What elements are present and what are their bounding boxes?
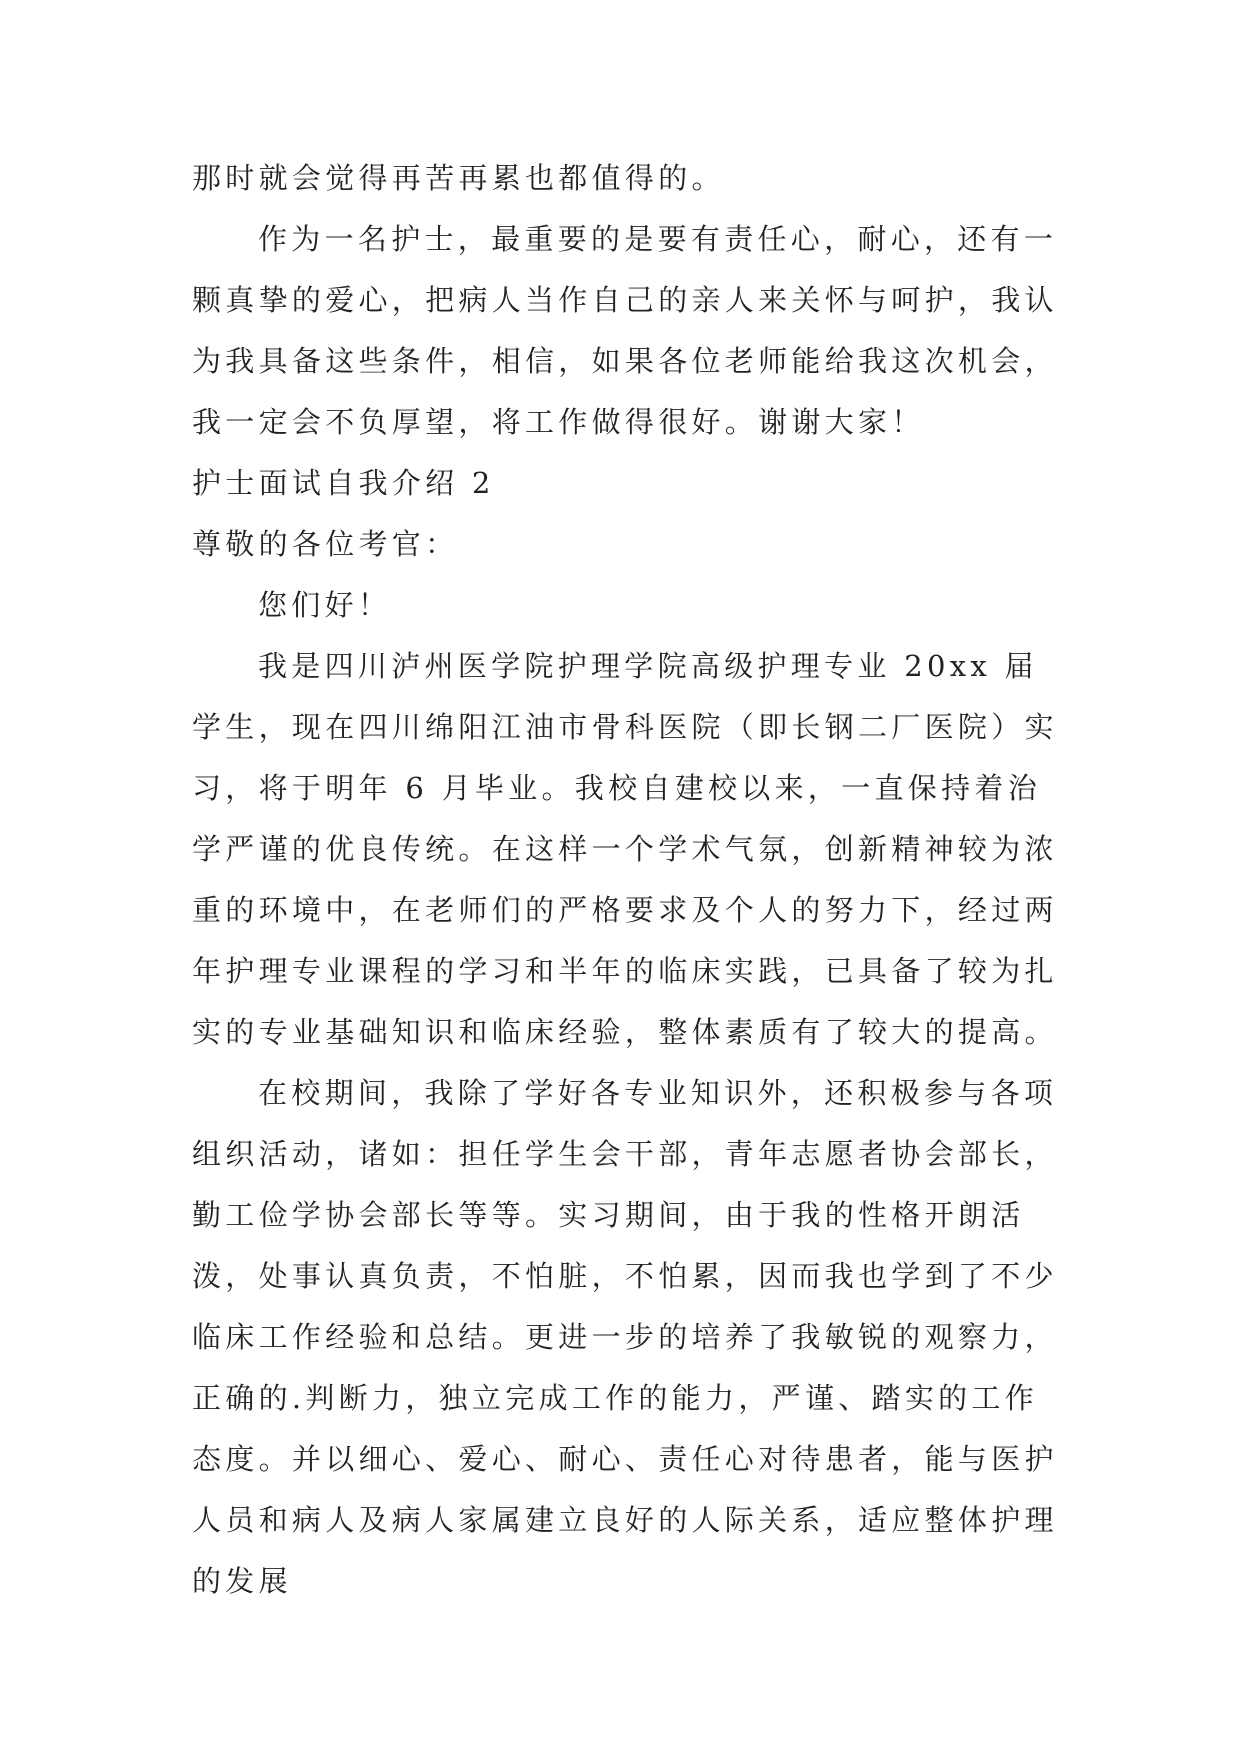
document-body [192,148,1062,1612]
closing-paragraph: 作为一名护士，最重要的是要有责任心，耐心，还有一颗真挚的爱心，把病人当作自己的亲人来关怀与呵护，我认为我具备这些条件，相信，如果各位老师能给我这次机会，我一定会不负厚望，将工作做得很好。谢谢大家！ [192,222,1058,439]
body-paragraph-1: 我是四川泸州医学院护理学院高级护理专业 20xx 届学生，现在四川绵阳江油市骨科医院（即长钢二厂医院）实习，将于明年 6 月毕业。我校自建校以来，一直保持着治学严谨的优良传统。在这样一个学术气氛，创新精神较为浓重的环境中，在老师们的严格要求及个人的努力下，经过两年护理专业课程的学习和半年的临床实践，已具备了较为扎实的专业基础知识和临床经验，整体素质有了较大的提高。 [192,649,1058,1049]
section-title: 护士面试自我介绍 2 [192,466,495,500]
continuation-text: 那时就会觉得再苦再累也都值得的。 [192,161,725,195]
salutation: 尊敬的各位考官： [192,527,459,561]
body-paragraph-2: 在校期间，我除了学好各专业知识外，还积极参与各项组织活动，诸如：担任学生会干部，青年志愿者协会部长，勤工俭学协会部长等等。实习期间，由于我的性格开朗活泼，处事认真负责，不怕脏，不怕累，因而我也学到了不少临床工作经验和总结。更进一步的培养了我敏锐的观察力，正确的.判断力，独立完成工作的能力，严谨、踏实的工作态度。并以细心、爱心、耐心、责任心对待患者，能与医护人员和病人及病人家属建立良好的人际关系，适应整体护理的发展 [192,1076,1058,1598]
greeting: 您们好！ [258,588,392,622]
